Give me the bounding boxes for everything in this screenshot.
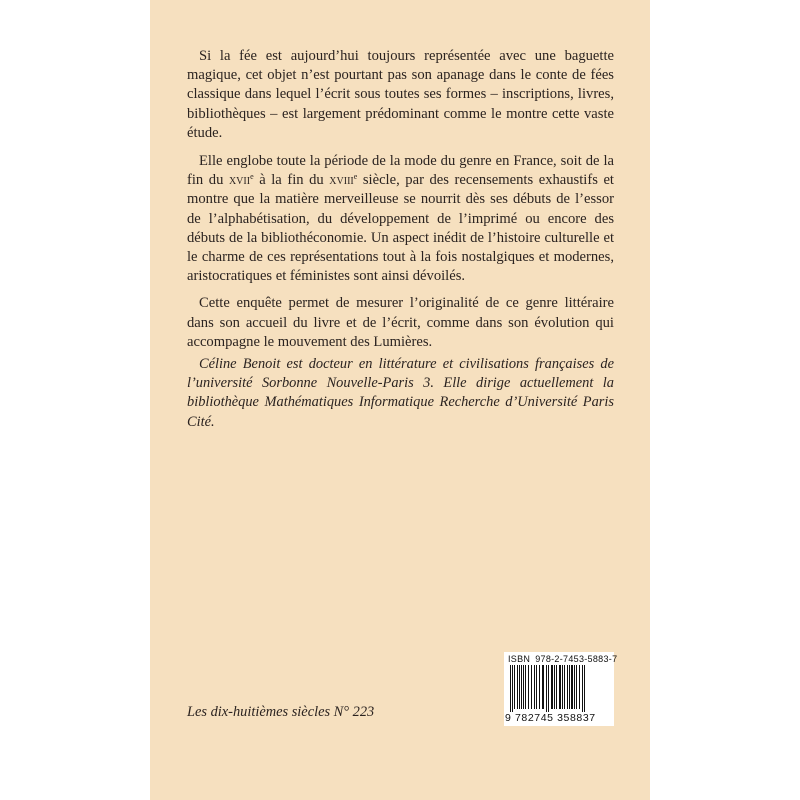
barcode-bar	[562, 665, 563, 709]
barcode-bar	[551, 665, 553, 709]
barcode-bar	[523, 665, 524, 709]
barcode-bar	[534, 665, 535, 709]
blurb-paragraph-1: Si la fée est aujourd’hui toujours représentée avec une baguette magique, cet objet n’est pourtant pas son apanage dans le conte de fées classique dans lequel l’écrit sous toutes ses formes – inscriptions, livres, bibliothèques – est largement prédominant comme le montre cette vaste étude.	[187, 48, 614, 141]
barcode-bar	[539, 665, 540, 709]
barcode-bar	[554, 665, 555, 709]
barcode-bar	[579, 665, 580, 709]
barcode-bar	[567, 665, 568, 709]
blurb-paragraph-2-part-c: siècle, par des recensements exhaustifs et montre que la matière merveilleuse se nourrit dès ses débuts de l’essor de l’alphabétisation, du développement de l’imprimé ou encore des débuts de la bibliothéconomie. Un aspect inédit de l’histoire culturelle et le charme de ces représentations tout à la fois nostalgiques et modernes, aristocratiques et féministes sont ainsi dévoilés.	[187, 172, 614, 285]
isbn-barcode	[504, 652, 618, 726]
barcode-bar	[574, 665, 575, 709]
barcode-bar	[531, 665, 532, 709]
barcode-bar	[556, 665, 557, 709]
isbn-line	[508, 654, 618, 664]
series-title: Les dix-huitièmes siècles N° 223	[187, 704, 375, 720]
barcode-bar	[512, 665, 513, 712]
barcode-bar	[546, 665, 547, 712]
barcode-bar	[559, 665, 561, 709]
author-bio	[187, 355, 614, 432]
barcode-bar	[525, 665, 526, 709]
barcode-digits: 9 782745 358837	[505, 712, 596, 724]
barcode-bar	[571, 665, 573, 709]
barcode-bar	[514, 665, 515, 709]
barcode-bar	[584, 665, 585, 712]
century-17-suffix: e	[250, 172, 254, 182]
author-bio-text: Céline Benoit est docteur en littérature et civilisations françaises de l’université Sorbonne Nouvelle-Paris 3. Elle dirige actuellement la bibliothèque Mathématiques Informatique Recherche d’Université Paris Cité.	[187, 356, 614, 430]
barcode-bar	[517, 665, 518, 709]
barcode-bar	[519, 665, 520, 709]
barcode-bar	[582, 665, 583, 712]
isbn-number: 978-2-7453-5883-7	[535, 654, 618, 664]
barcode-bar	[521, 665, 522, 709]
barcode-bar	[564, 665, 565, 709]
barcode-bar	[548, 665, 549, 712]
isbn-label: ISBN	[508, 654, 531, 664]
barcode-bar	[536, 665, 537, 709]
barcode-bar	[576, 665, 577, 709]
barcode-bars	[504, 665, 614, 712]
century-18-suffix: e	[353, 172, 358, 182]
blurb-paragraph-2-part-b: à la fin du	[253, 172, 330, 189]
barcode-bar	[528, 665, 529, 709]
barcode-bar	[569, 665, 570, 709]
blurb-paragraph-3: Cette enquête permet de mesurer l’originalité de ce genre littéraire dans son accueil du livre et de l’écrit, comme dans son évolution qui accompagne le mouvement des Lumières.	[187, 295, 614, 350]
barcode-bar	[510, 665, 511, 712]
century-18: xviii	[329, 172, 354, 189]
blurb-paragraph-2-part-a: Elle englobe toute la période de la mode du genre en France, soit de la fin du	[187, 153, 614, 189]
century-17: xvii	[228, 172, 251, 189]
back-cover-blurb	[187, 47, 614, 360]
blurb-paragraph-2	[187, 152, 614, 286]
barcode-bar	[542, 665, 544, 709]
